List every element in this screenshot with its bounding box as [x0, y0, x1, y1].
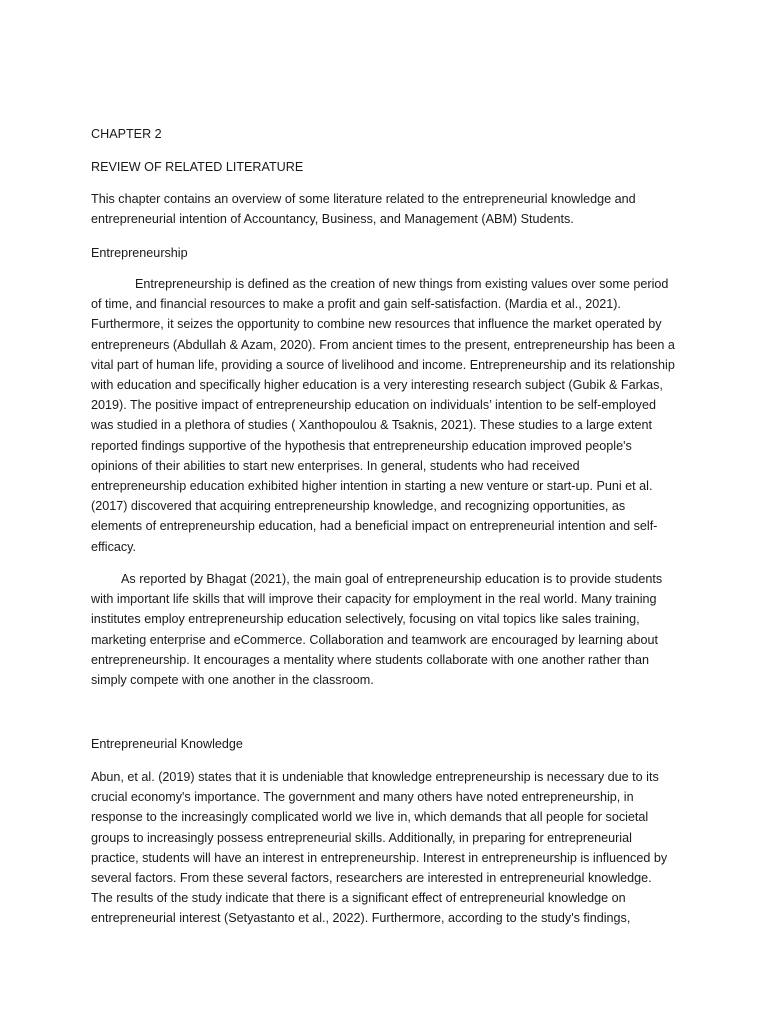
section-heading-entrepreneurship: Entrepreneurship [91, 246, 188, 260]
chapter-title: REVIEW OF RELATED LITERATURE [91, 160, 304, 174]
section-heading-entrepreneurial-knowledge: Entrepreneurial Knowledge [91, 737, 243, 751]
intro-paragraph: This chapter contains an overview of some literature related to the entrepreneurial knowledge and entrepreneurial intention of Accountancy, Business, and Management (ABM) Students. [91, 192, 636, 227]
chapter-label: CHAPTER 2 [91, 127, 162, 141]
paragraph-entrepreneurship-2: As reported by Bhagat (2021), the main goal of entrepreneurship education is to provide students with important life skills that will improve their capacity for employment in the real world. Many training institutes employ entrepreneurship education selectively, focusing on vital topics like sales training, marketing enterprise and eCommerce. Collaboration and teamwork are encouraged by learning about entrepreneurship. It encourages a mentality where students collaborate with one another rather than simply compete with one another in the classroom. [91, 572, 663, 688]
paragraph-entrepreneurial-knowledge: Abun, et al. (2019) states that it is undeniable that knowledge entrepreneurship is necessary due to its crucial economy's importance. The government and many others have noted entrepreneurship, in response to the increasingly complicated world we live in, which demands that all people for societal groups to increasingly possess entrepreneurial skills. Additionally, in preparing for entrepreneurial practice, students will have an interest in entrepreneurship. Interest in entrepreneurship is influenced by several factors. From these several factors, researchers are interested in entrepreneurial knowledge. The results of the study indicate that there is a significant effect of entrepreneurial knowledge on entrepreneurial interest (Setyastanto et al., 2022). Furthermore, according to the study's findings, [91, 770, 668, 926]
paragraph-entrepreneurship-1: Entrepreneurship is defined as the creation of new things from existing values over some period of time, and financial resources to make a profit and gain self-satisfaction. (Mardia et al., 2021). Furthermore, it seizes the opportunity to combine new resources that influence the market operated by entrepreneurs (Abdullah & Azam, 2020). From ancient times to the present, entrepreneurship has been a vital part of human life, providing a source of livelihood and income. Entrepreneurship and its relationship with education and specifically higher education is a very interesting research subject (Gubik & Farkas, 2019). The positive impact of entrepreneurship education on individuals’ intention to be self-employed was studied in a plethora of studies ( Xanthopoulou & Tsaknis, 2021). These studies to a large extent reported findings supportive of the hypothesis that entrepreneurship education improved people's opinions of their abilities to start new enterprises. In general, students who had received entrepreneurship education exhibited higher intention in starting a new venture or start-up. Puni et al. (2017) discovered that acquiring entrepreneurship knowledge, and recognizing opportunities, as elements of entrepreneurship education, had a beneficial impact on entrepreneurial intention and self-efficacy. [91, 277, 675, 554]
